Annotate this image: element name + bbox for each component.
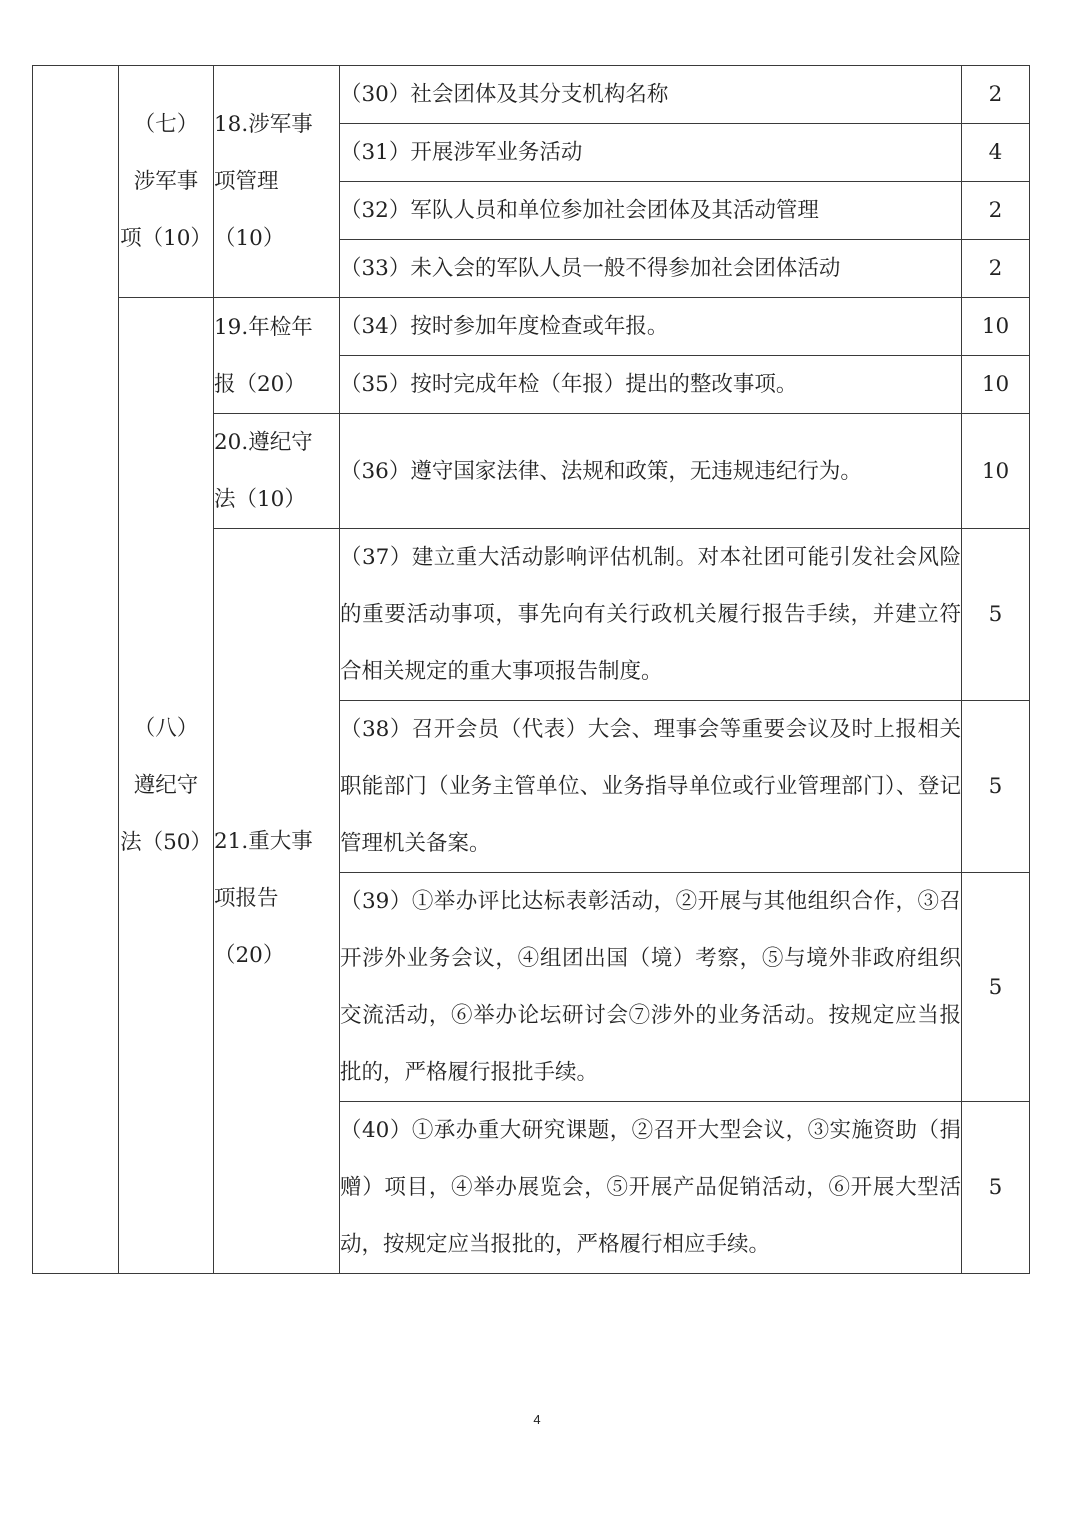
item-content: （33）未入会的军队人员一般不得参加社会团体活动 xyxy=(340,240,962,298)
group-label-line: 项（10） xyxy=(120,226,212,251)
item-content: （36）遵守国家法律、法规和政策，无违规违纪行为。 xyxy=(340,414,962,529)
item-score: 5 xyxy=(962,1102,1030,1274)
item-score: 5 xyxy=(962,701,1030,873)
subitem-label-line: 项管理 xyxy=(214,169,279,194)
subitem-cell-s18 xyxy=(214,66,340,298)
item-content: （34）按时参加年度检查或年报。 xyxy=(340,298,962,356)
item-score: 10 xyxy=(962,356,1030,414)
group-label-line: （七） xyxy=(133,112,199,137)
group-label-line: （八） xyxy=(133,716,199,741)
item-content: （32）军队人员和单位参加社会团体及其活动管理 xyxy=(340,182,962,240)
item-score: 10 xyxy=(962,298,1030,356)
item-score: 2 xyxy=(962,66,1030,124)
item-content: （35）按时完成年检（年报）提出的整改事项。 xyxy=(340,356,962,414)
item-content: （39）①举办评比达标表彰活动，②开展与其他组织合作，③召开涉外业务会议，④组团出国（境）考察，⑤与境外非政府组织交流活动，⑥举办论坛研讨会⑦涉外的业务活动。按规定应当报批的，严格履行报批手续。 xyxy=(340,873,962,1102)
page-number: 4 xyxy=(533,1412,541,1427)
item-score: 2 xyxy=(962,182,1030,240)
group-label-line: 涉军事 xyxy=(133,169,199,194)
table-row xyxy=(33,66,1030,124)
subitem-label-line: 21.重大事 xyxy=(214,829,313,854)
item-content: （37）建立重大活动影响评估机制。对本社团可能引发社会风险的重要活动事项，事先向有关行政机关履行报告手续，并建立符合相关规定的重大事项报告制度。 xyxy=(340,529,962,701)
subitem-label-line: 18.涉军事 xyxy=(214,112,313,137)
group-cell-g7 xyxy=(119,66,214,298)
group-label-line: 法（50） xyxy=(120,830,212,855)
subitem-label-line: 法（10） xyxy=(214,487,306,512)
item-content: （38）召开会员（代表）大会、理事会等重要会议及时上报相关职能部门（业务主管单位、业务指导单位或行业管理部门）、登记管理机关备案。 xyxy=(340,701,962,873)
evaluation-score-table xyxy=(32,65,1030,1274)
table-row xyxy=(33,298,1030,356)
group-cell-g8 xyxy=(119,298,214,1274)
item-content: （30）社会团体及其分支机构名称 xyxy=(340,66,962,124)
subitem-label-line: 19.年检年 xyxy=(214,314,313,340)
subitem-cell-s19 xyxy=(214,298,340,414)
item-score: 5 xyxy=(962,529,1030,701)
subitem-label-line: 报（20） xyxy=(214,371,306,397)
item-content: （31）开展涉军业务活动 xyxy=(340,124,962,182)
item-content: （40）①承办重大研究课题，②召开大型会议，③实施资助（捐赠）项目，④举办展览会，⑤开展产品促销活动，⑥开展大型活动，按规定应当报批的，严格履行相应手续。 xyxy=(340,1102,962,1274)
subitem-label-line: （20） xyxy=(214,943,285,968)
item-score: 2 xyxy=(962,240,1030,298)
item-score: 10 xyxy=(962,414,1030,529)
item-score: 4 xyxy=(962,124,1030,182)
subitem-label-line: 项报告 xyxy=(214,886,279,911)
subitem-label-line: （10） xyxy=(214,226,285,251)
group-label-line: 遵纪守 xyxy=(133,773,199,798)
item-score: 5 xyxy=(962,873,1030,1102)
category-cell-empty xyxy=(33,66,119,1274)
subitem-cell-s20 xyxy=(214,414,340,529)
subitem-cell-s21 xyxy=(214,529,340,1274)
subitem-label-line: 20.遵纪守 xyxy=(214,430,313,455)
